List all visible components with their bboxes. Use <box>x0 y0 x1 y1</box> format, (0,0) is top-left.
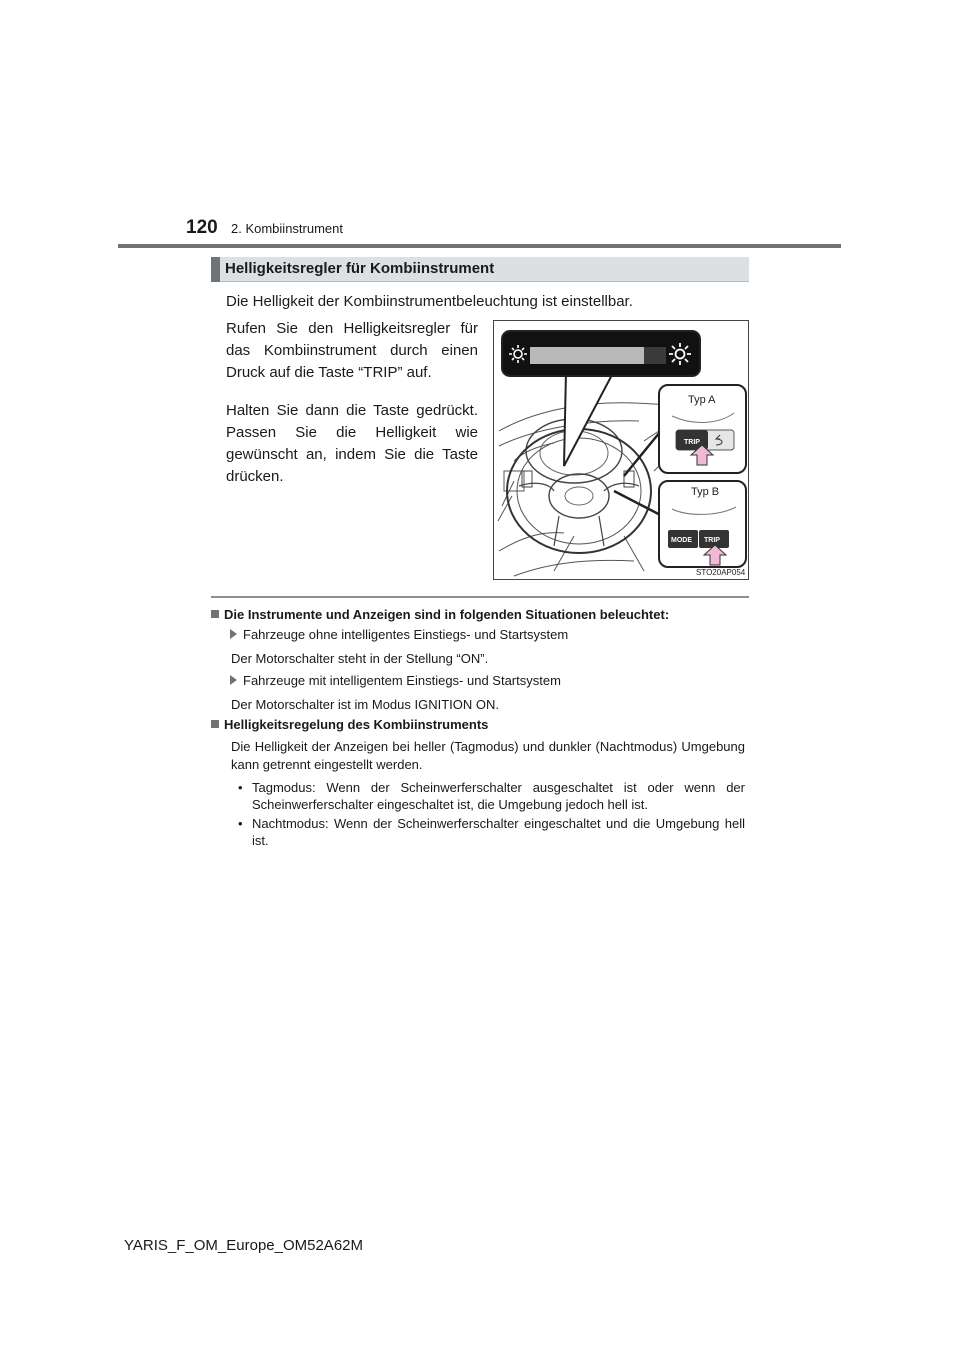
note-1-sub-1-text: Fahrzeuge ohne intelligentes Einstiegs- und Startsystem <box>243 627 569 642</box>
dashboard-drawing <box>494 321 748 579</box>
header-rule <box>118 244 841 248</box>
note-2-text: Die Helligkeit der Anzeigen bei heller (Tagmodus) und dunkler (Nachtmodus) Umgebung kann getrennt eingestellt werden. <box>231 739 745 772</box>
note-1-heading-text: Die Instrumente und Anzeigen sind in folgenden Situationen beleuchtet: <box>224 607 670 622</box>
bullet-dot: • <box>238 780 243 795</box>
figure-illustration <box>493 320 749 580</box>
instruction-paragraph-2: Halten Sie dann die Taste gedrückt. Passen Sie die Helligkeit wie gewünscht an, indem Sie die Taste drücken. <box>226 402 478 485</box>
instruction-paragraph-1: Rufen Sie den Helligkeitsregler für das Kombiinstrument durch einen Druck auf die Taste “TRIP” auf. <box>226 320 478 381</box>
triangle-bullet-icon <box>230 629 237 639</box>
note-1-text-2: Der Motorschalter ist im Modus IGNITION ON. <box>231 697 499 712</box>
square-bullet-icon <box>211 610 219 618</box>
figure-code: STO20AP054 <box>696 568 746 577</box>
footer-doc-id: YARIS_F_OM_Europe_OM52A62M <box>124 1237 363 1254</box>
section-heading-text: Helligkeitsregler für Kombiinstrument <box>225 260 495 277</box>
note-1-text-1: Der Motorschalter steht in der Stellung “ON”. <box>231 651 489 666</box>
heading-bar <box>211 257 220 282</box>
note-1-sub-2-text: Fahrzeuge mit intelligentem Einstiegs- und Startsystem <box>243 673 561 688</box>
page-number: 120 <box>186 217 218 238</box>
mode-label-b: MODE <box>671 537 692 544</box>
notes-divider <box>211 596 749 598</box>
bullet-night-mode-text: Nachtmodus: Wenn der Scheinwerferschalter eingeschaltet und die Umgebung hell ist. <box>252 816 745 848</box>
trip-label-a: TRIP <box>684 439 700 446</box>
type-b-label: Typ B <box>691 486 720 498</box>
trip-label-b: TRIP <box>704 537 720 544</box>
note-2-heading-text: Helligkeitsregelung des Kombiinstruments <box>224 717 489 732</box>
triangle-bullet-icon <box>230 675 237 685</box>
note-1-sub-2 <box>230 672 561 690</box>
intro-text: Die Helligkeit der Kombiinstrumentbeleuchtung ist einstellbar. <box>226 293 633 310</box>
section-heading <box>211 257 749 282</box>
chapter-title: 2. Kombiinstrument <box>231 221 343 236</box>
bullet-day-mode-text: Tagmodus: Wenn der Scheinwerferschalter ausgeschaltet ist oder wenn der Scheinwerferschalter eingeschaltet ist, die Umgebung jedoch hell ist. <box>252 780 745 812</box>
note-2-heading <box>211 716 751 734</box>
bullet-dot: • <box>238 816 243 831</box>
bullet-day-mode <box>238 779 745 813</box>
bullet-night-mode <box>238 815 745 849</box>
note-1-heading <box>211 606 751 624</box>
note-1-sub-1 <box>230 626 568 644</box>
square-bullet-icon <box>211 720 219 728</box>
type-a-label: Typ A <box>688 394 716 406</box>
